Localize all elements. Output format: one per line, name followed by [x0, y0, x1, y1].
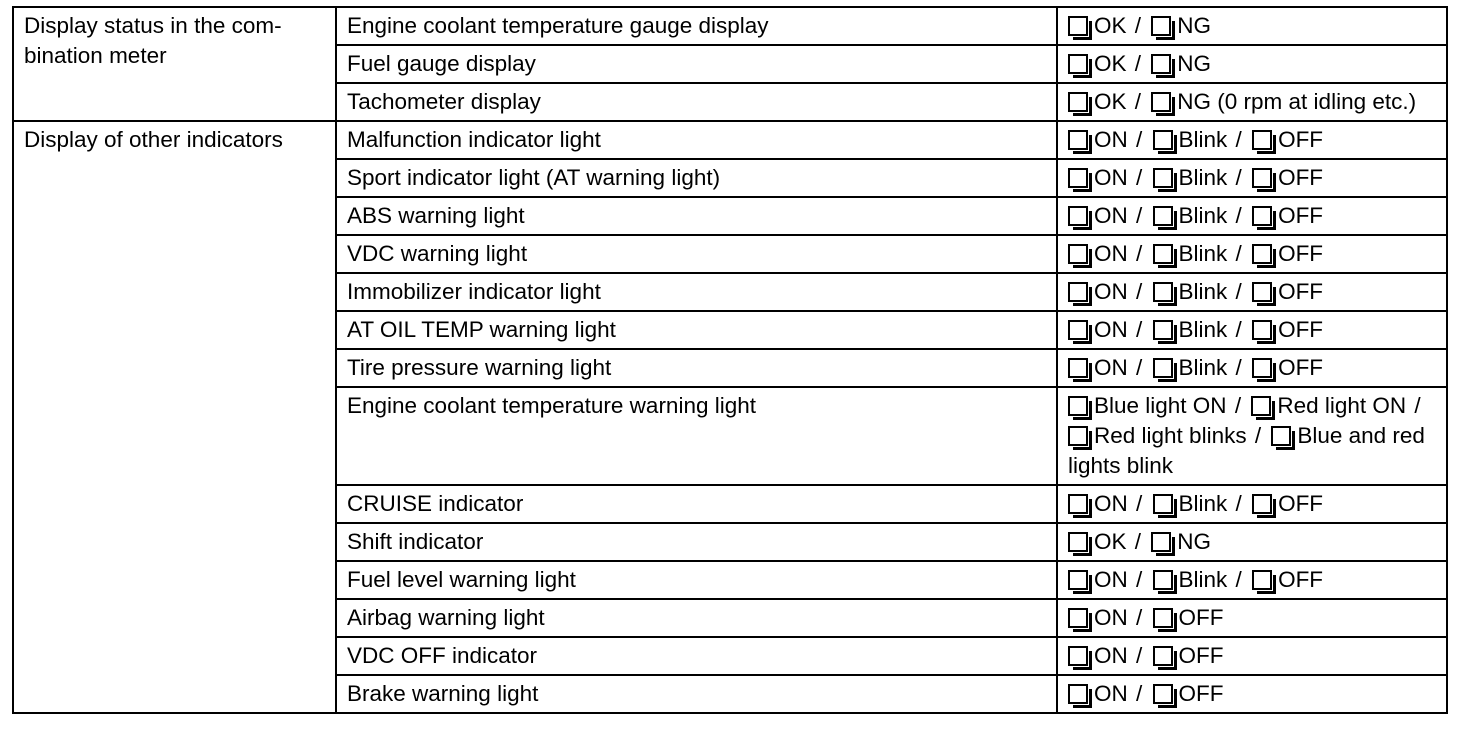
checkbox-icon[interactable]: [1153, 320, 1173, 340]
item-label: Engine coolant temperature gauge display: [347, 13, 769, 38]
option-label: NG: [1177, 529, 1212, 554]
item-label: VDC OFF indicator: [347, 643, 538, 668]
item-cell: [336, 83, 1057, 121]
item-label: ABS warning light: [347, 203, 525, 228]
option-separator: /: [1128, 529, 1148, 554]
item-cell: [336, 523, 1057, 561]
checkbox-icon[interactable]: [1153, 684, 1173, 704]
item-label: Malfunction indicator light: [347, 127, 601, 152]
option-label: ON: [1094, 241, 1128, 266]
checkbox-icon[interactable]: [1068, 646, 1088, 666]
option-separator: /: [1128, 89, 1148, 114]
group-label: Display of other indicators: [24, 127, 283, 152]
options-cell: [1057, 387, 1447, 485]
checkbox-icon[interactable]: [1068, 16, 1088, 36]
option-separator: /: [1129, 127, 1149, 152]
option-separator: /: [1129, 317, 1149, 342]
option-separator: /: [1229, 165, 1249, 190]
item-cell: [336, 235, 1057, 273]
checkbox-icon[interactable]: [1068, 206, 1088, 226]
option-separator: /: [1129, 165, 1149, 190]
option-label: Blink: [1178, 241, 1228, 266]
option-separator: /: [1129, 681, 1149, 706]
item-cell: [336, 197, 1057, 235]
group-label-cell: [13, 121, 336, 713]
option-separator: /: [1229, 241, 1249, 266]
checkbox-icon[interactable]: [1153, 358, 1173, 378]
option-separator: /: [1128, 13, 1148, 38]
item-label: CRUISE indicator: [347, 491, 524, 516]
option-separator: /: [1229, 355, 1249, 380]
checkbox-icon[interactable]: [1068, 282, 1088, 302]
option-label: OFF: [1278, 567, 1324, 592]
item-label: Fuel gauge display: [347, 51, 536, 76]
option-label: OFF: [1278, 491, 1324, 516]
options-cell: [1057, 675, 1447, 713]
item-label: Sport indicator light (AT warning light): [347, 165, 721, 190]
option-label: OFF: [1178, 643, 1224, 668]
option-label: OFF: [1178, 605, 1224, 630]
checkbox-icon[interactable]: [1068, 168, 1088, 188]
option-label: OFF: [1278, 279, 1324, 304]
checkbox-icon[interactable]: [1252, 570, 1272, 590]
option-label: OFF: [1178, 681, 1224, 706]
option-label: ON: [1094, 127, 1128, 152]
option-label: OK: [1094, 529, 1127, 554]
checkbox-icon[interactable]: [1068, 570, 1088, 590]
option-label: Blink: [1178, 317, 1228, 342]
table-row: [13, 7, 1447, 45]
option-label: ON: [1094, 317, 1128, 342]
options-cell: [1057, 349, 1447, 387]
item-cell: [336, 7, 1057, 45]
checkbox-icon[interactable]: [1068, 608, 1088, 628]
checkbox-icon[interactable]: [1068, 426, 1088, 446]
checkbox-icon[interactable]: [1251, 396, 1271, 416]
checkbox-icon[interactable]: [1252, 206, 1272, 226]
options-cell: [1057, 235, 1447, 273]
option-separator: /: [1229, 127, 1249, 152]
item-cell: [336, 45, 1057, 83]
options-cell: [1057, 197, 1447, 235]
options-cell: [1057, 83, 1447, 121]
options-cell: [1057, 599, 1447, 637]
item-label: Fuel level warning light: [347, 567, 576, 592]
option-label: Blink: [1178, 355, 1228, 380]
option-label: NG: [1177, 51, 1212, 76]
option-label: OK: [1094, 13, 1127, 38]
option-label: ON: [1094, 279, 1128, 304]
item-cell: [336, 159, 1057, 197]
group-label: Display status in the com- bination meter: [24, 13, 282, 68]
option-separator: /: [1229, 279, 1249, 304]
option-label: ON: [1094, 491, 1128, 516]
checkbox-icon[interactable]: [1068, 92, 1088, 112]
option-label: Blink: [1178, 491, 1228, 516]
item-cell: [336, 637, 1057, 675]
option-label: OFF: [1278, 203, 1324, 228]
option-label: ON: [1094, 165, 1128, 190]
checkbox-icon[interactable]: [1153, 646, 1173, 666]
option-label: Blink: [1178, 165, 1228, 190]
option-label: OK: [1094, 51, 1127, 76]
option-separator: /: [1128, 51, 1148, 76]
item-cell: [336, 675, 1057, 713]
checkbox-icon[interactable]: [1252, 244, 1272, 264]
item-label: AT OIL TEMP warning light: [347, 317, 616, 342]
option-separator: /: [1129, 279, 1149, 304]
checkbox-icon[interactable]: [1068, 358, 1088, 378]
option-separator: /: [1129, 491, 1149, 516]
option-label: NG: [1177, 89, 1212, 114]
item-cell: [336, 349, 1057, 387]
item-label: Immobilizer indicator light: [347, 279, 601, 304]
option-separator: /: [1129, 643, 1149, 668]
option-label: Red light blinks: [1094, 423, 1247, 448]
option-label: Blue and red lights blink: [1068, 423, 1425, 478]
option-separator: /: [1228, 393, 1248, 418]
option-note: (0 rpm at idling etc.): [1211, 89, 1417, 114]
options-cell: [1057, 45, 1447, 83]
table-row: [13, 121, 1447, 159]
checkbox-icon[interactable]: [1068, 54, 1088, 74]
item-label: Shift indicator: [347, 529, 484, 554]
option-separator: /: [1229, 203, 1249, 228]
option-label: Blink: [1178, 203, 1228, 228]
table-body: [13, 7, 1447, 713]
option-separator: /: [1229, 567, 1249, 592]
item-cell: [336, 273, 1057, 311]
options-cell: [1057, 7, 1447, 45]
checkbox-icon[interactable]: [1151, 54, 1171, 74]
checkbox-icon[interactable]: [1271, 426, 1291, 446]
checkbox-icon[interactable]: [1252, 358, 1272, 378]
option-label: Blink: [1178, 127, 1228, 152]
inspection-table: [12, 6, 1448, 714]
checkbox-icon[interactable]: [1252, 320, 1272, 340]
checkbox-icon[interactable]: [1252, 130, 1272, 150]
options-cell: [1057, 485, 1447, 523]
options-cell: [1057, 637, 1447, 675]
checkbox-icon[interactable]: [1068, 494, 1088, 514]
checkbox-icon[interactable]: [1153, 244, 1173, 264]
checkbox-icon[interactable]: [1252, 282, 1272, 302]
checkbox-icon[interactable]: [1151, 16, 1171, 36]
checkbox-icon[interactable]: [1153, 608, 1173, 628]
option-label: OFF: [1278, 127, 1324, 152]
item-cell: [336, 121, 1057, 159]
option-label: ON: [1094, 681, 1128, 706]
options-cell: [1057, 273, 1447, 311]
option-label: ON: [1094, 355, 1128, 380]
checkbox-icon[interactable]: [1068, 130, 1088, 150]
item-cell: [336, 599, 1057, 637]
checkbox-icon[interactable]: [1153, 168, 1173, 188]
item-label: Tire pressure warning light: [347, 355, 612, 380]
option-label: Red light ON: [1277, 393, 1407, 418]
checkbox-icon[interactable]: [1068, 532, 1088, 552]
option-label: ON: [1094, 203, 1128, 228]
checkbox-icon[interactable]: [1068, 320, 1088, 340]
checkbox-icon[interactable]: [1252, 168, 1272, 188]
option-separator: /: [1408, 393, 1421, 418]
checkbox-icon[interactable]: [1151, 532, 1171, 552]
option-label: ON: [1094, 605, 1128, 630]
option-separator: /: [1129, 567, 1149, 592]
option-separator: /: [1129, 241, 1149, 266]
item-cell: [336, 311, 1057, 349]
option-label: OFF: [1278, 165, 1324, 190]
item-cell: [336, 485, 1057, 523]
option-label: OFF: [1278, 241, 1324, 266]
option-separator: /: [1129, 605, 1149, 630]
option-separator: /: [1129, 355, 1149, 380]
option-label: Blink: [1178, 567, 1228, 592]
group-label-cell: [13, 7, 336, 121]
item-cell: [336, 561, 1057, 599]
option-separator: /: [1248, 423, 1268, 448]
checkbox-icon[interactable]: [1151, 92, 1171, 112]
options-cell: [1057, 523, 1447, 561]
options-cell: [1057, 311, 1447, 349]
checkbox-icon[interactable]: [1068, 244, 1088, 264]
checkbox-icon[interactable]: [1153, 494, 1173, 514]
options-cell: [1057, 121, 1447, 159]
item-label: Tachometer display: [347, 89, 541, 114]
item-label: Engine coolant temperature warning light: [347, 393, 756, 418]
option-label: ON: [1094, 643, 1128, 668]
checkbox-icon[interactable]: [1252, 494, 1272, 514]
option-separator: /: [1229, 491, 1249, 516]
checkbox-icon[interactable]: [1068, 396, 1088, 416]
option-label: OFF: [1278, 355, 1324, 380]
option-label: Blue light ON: [1094, 393, 1227, 418]
item-cell: [336, 387, 1057, 485]
option-label: ON: [1094, 567, 1128, 592]
options-cell: [1057, 159, 1447, 197]
checkbox-icon[interactable]: [1153, 282, 1173, 302]
option-separator: /: [1229, 317, 1249, 342]
option-label: Blink: [1178, 279, 1228, 304]
option-label: NG: [1177, 13, 1212, 38]
option-label: OFF: [1278, 317, 1324, 342]
options-cell: [1057, 561, 1447, 599]
checkbox-icon[interactable]: [1153, 570, 1173, 590]
checkbox-icon[interactable]: [1153, 206, 1173, 226]
item-label: Brake warning light: [347, 681, 539, 706]
option-label: OK: [1094, 89, 1127, 114]
item-label: Airbag warning light: [347, 605, 545, 630]
item-label: VDC warning light: [347, 241, 528, 266]
checkbox-icon[interactable]: [1068, 684, 1088, 704]
option-separator: /: [1129, 203, 1149, 228]
checkbox-icon[interactable]: [1153, 130, 1173, 150]
